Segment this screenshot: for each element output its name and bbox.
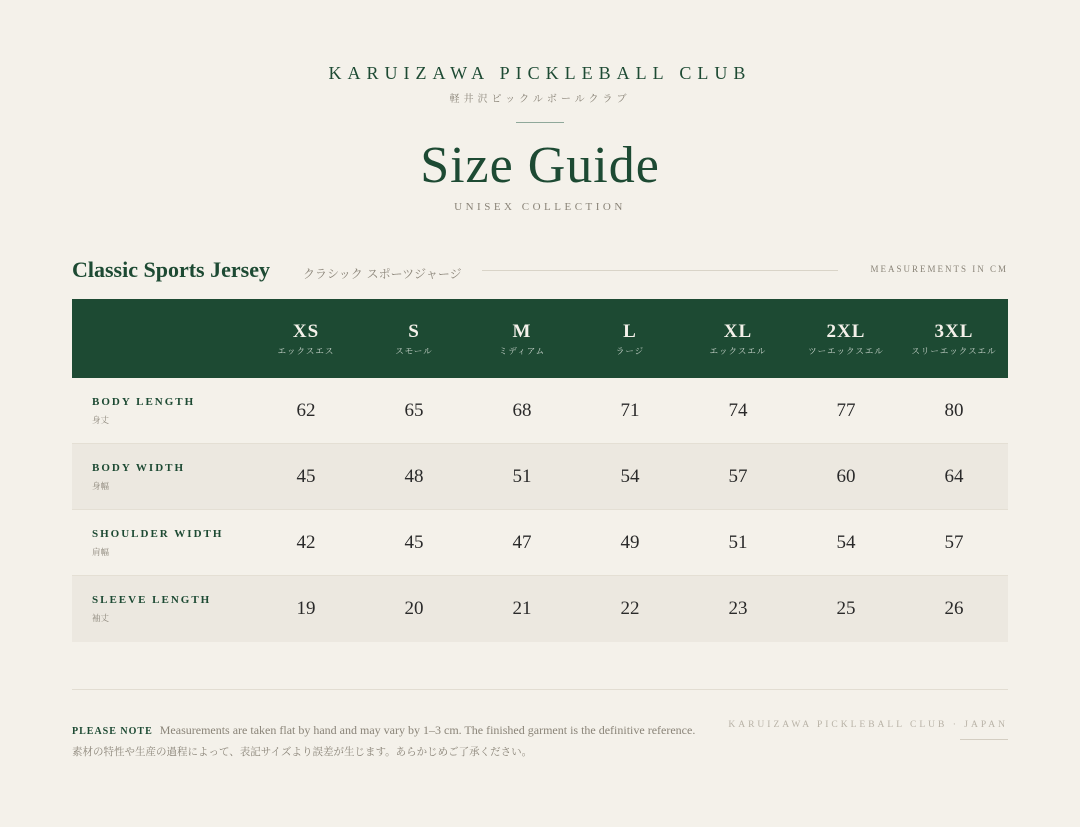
measurement-name: SHOULDER WIDTH bbox=[92, 528, 224, 540]
table-cell: 68 bbox=[512, 400, 532, 421]
size-label-jp: スリーエックスエル bbox=[911, 346, 997, 357]
measurement-name-jp: 袖丈 bbox=[92, 614, 110, 624]
page-subtitle: UNISEX COLLECTION bbox=[454, 201, 626, 213]
table-cell: 60 bbox=[836, 466, 856, 487]
table-cell: 45 bbox=[296, 466, 316, 487]
table-cell: 22 bbox=[620, 598, 640, 619]
size-label: 2XL bbox=[826, 320, 866, 342]
measurement-name-jp: 身幅 bbox=[92, 482, 110, 492]
row-label bbox=[72, 510, 252, 575]
table-row bbox=[72, 378, 1008, 444]
table-row bbox=[72, 444, 1008, 510]
size-table-header bbox=[72, 299, 1008, 378]
table-cell: 64 bbox=[944, 466, 964, 487]
table-cell: 62 bbox=[296, 400, 316, 421]
measurement-name: BODY LENGTH bbox=[92, 396, 196, 408]
note-text-jp: 素材の特性や生産の過程によって、表記サイズより誤差が生じます。あらかじめご了承ください。 bbox=[72, 746, 533, 758]
row-label bbox=[72, 378, 252, 443]
size-label-jp: スモール bbox=[395, 346, 433, 357]
footer-brand-divider bbox=[960, 739, 1008, 740]
table-cell: 54 bbox=[836, 532, 856, 553]
size-column-header bbox=[576, 299, 684, 378]
measurement-name-jp: 身丈 bbox=[92, 416, 110, 426]
table-cell: 25 bbox=[836, 598, 856, 619]
table-cell: 54 bbox=[620, 466, 640, 487]
size-column-header bbox=[360, 299, 468, 378]
size-column-header bbox=[468, 299, 576, 378]
size-label-jp: エックスエス bbox=[277, 346, 335, 357]
table-cell: 74 bbox=[728, 400, 748, 421]
table-cell: 71 bbox=[620, 400, 640, 421]
table-cell: 80 bbox=[944, 400, 964, 421]
table-cell: 65 bbox=[404, 400, 424, 421]
table-cell: 21 bbox=[512, 598, 532, 619]
section-divider bbox=[482, 270, 838, 271]
note-text: Measurements are taken flat by hand and may vary by 1–3 cm. The finished garment is the definitive reference. bbox=[159, 723, 696, 737]
size-label: L bbox=[623, 320, 637, 342]
size-column-header bbox=[252, 299, 360, 378]
table-cell: 23 bbox=[728, 598, 748, 619]
size-label-jp: エックスエル bbox=[709, 346, 767, 357]
section-title-jp: クラシック スポーツジャージ bbox=[303, 267, 462, 281]
size-label: XL bbox=[723, 320, 753, 342]
table-cell: 47 bbox=[512, 532, 532, 553]
size-column-header bbox=[684, 299, 792, 378]
table-cell: 57 bbox=[944, 532, 964, 553]
section-header bbox=[72, 256, 1008, 286]
club-name: KARUIZAWA PICKLEBALL CLUB bbox=[328, 63, 752, 83]
club-name-jp: 軽井沢ピックルボールクラブ bbox=[449, 94, 631, 105]
table-cell: 51 bbox=[512, 466, 532, 487]
table-cell: 19 bbox=[296, 598, 316, 619]
title-divider bbox=[516, 122, 564, 123]
size-column-header bbox=[900, 299, 1008, 378]
table-cell: 45 bbox=[404, 532, 424, 553]
units-label: MEASUREMENTS IN CM bbox=[870, 264, 1008, 274]
size-label: M bbox=[512, 320, 532, 342]
table-cell: 51 bbox=[728, 532, 748, 553]
size-label-jp: ミディアム bbox=[498, 346, 546, 357]
size-label: S bbox=[408, 320, 420, 342]
table-cell: 49 bbox=[620, 532, 640, 553]
table-cell: 48 bbox=[404, 466, 424, 487]
size-table bbox=[72, 299, 1008, 642]
size-label-jp: ラージ bbox=[615, 346, 645, 357]
header-corner bbox=[72, 299, 252, 378]
table-cell: 42 bbox=[296, 532, 316, 553]
size-label: 3XL bbox=[934, 320, 974, 342]
section-title: Classic Sports Jersey bbox=[72, 257, 270, 282]
table-row bbox=[72, 576, 1008, 642]
footer-brand: KARUIZAWA PICKLEBALL CLUB · JAPAN bbox=[728, 720, 1008, 730]
measurement-name: SLEEVE LENGTH bbox=[92, 594, 212, 606]
table-cell: 20 bbox=[404, 598, 424, 619]
measurement-name: BODY WIDTH bbox=[92, 462, 186, 474]
table-cell: 26 bbox=[944, 598, 964, 619]
size-label: XS bbox=[292, 320, 320, 342]
table-row bbox=[72, 510, 1008, 576]
row-label bbox=[72, 576, 252, 642]
row-label bbox=[72, 444, 252, 509]
size-column-header bbox=[792, 299, 900, 378]
footer-divider bbox=[72, 689, 1008, 690]
measurement-name-jp: 肩幅 bbox=[92, 548, 110, 558]
footer-note bbox=[72, 720, 712, 762]
size-label-jp: ツーエックスエル bbox=[808, 346, 884, 357]
page-title: Size Guide bbox=[420, 137, 660, 194]
table-cell: 77 bbox=[836, 400, 856, 421]
note-label: PLEASE NOTE bbox=[72, 726, 153, 737]
table-cell: 57 bbox=[728, 466, 748, 487]
